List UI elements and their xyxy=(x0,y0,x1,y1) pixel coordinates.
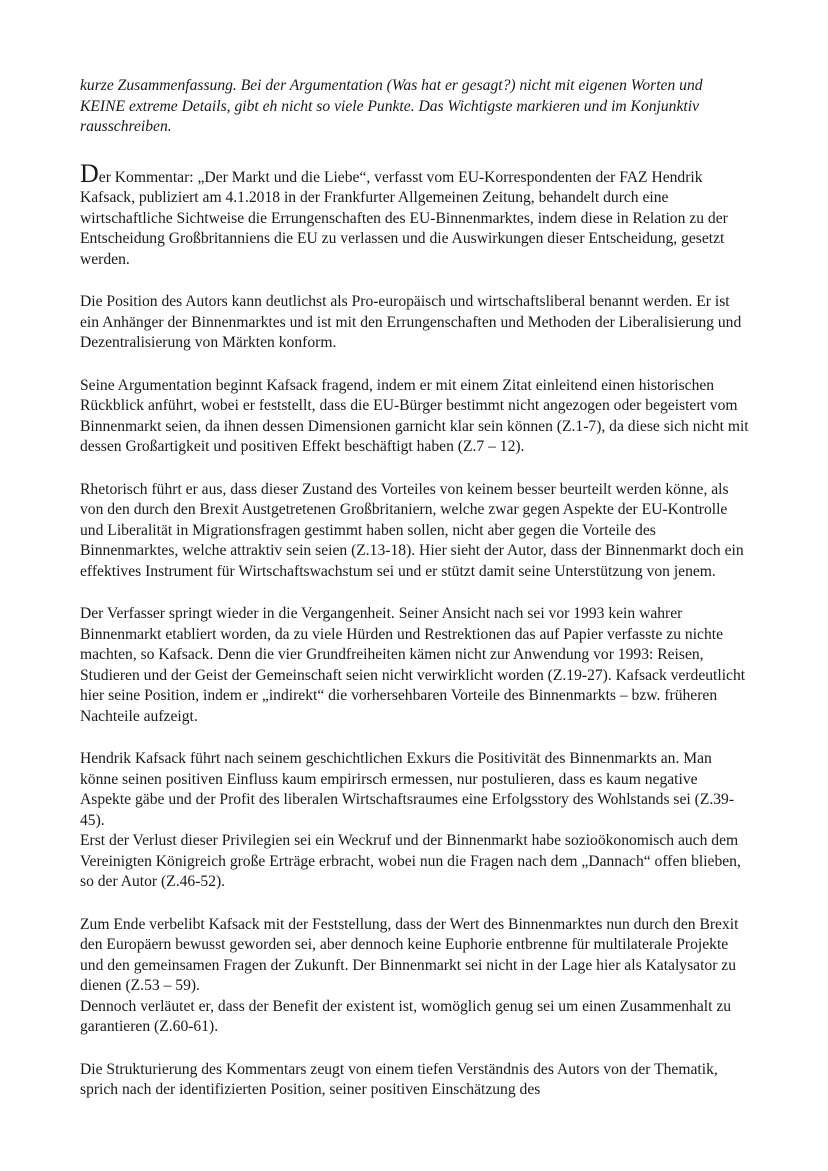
paragraph-argument-1: Seine Argumentation beginnt Kafsack fragend, indem er mit einem Zitat einleitend einen historischen Rückblick anführt, wobei er feststellt, dass die EU-Bürger bestimmt nicht angezogen oder begeistert vom Binnenmarkt seien, da ihnen dessen Dimensionen garnicht klar sein können (Z.1-7), da diese sich nicht mit dessen Großartigkeit und positiven Effekt beschäftigt haben (Z.7 – 12). xyxy=(80,376,749,455)
paragraph-argument-4: Hendrik Kafsack führt nach seinem geschichtlichen Exkurs die Positivität des Binnenmarkts an. Man könne seinen positiven Einfluss kaum empirirsch ermessen, nur postulieren, dass es kaum negative Aspekte gäbe und der Profit des liberalen Wirtschaftsraumes eine Erfolgsstory des Wohlstands sei (Z.39-45). xyxy=(80,750,735,829)
intro-note: kurze Zusammenfassung. Bei der Argumentation (Was hat er gesagt?) nicht mit eigenen Worten und KEINE extreme Details, gibt eh nicht so viele Punkte. Das Wichtigste markieren und im Konjunktiv rausschreiben. xyxy=(80,77,703,135)
paragraph-argument-4-continued: Erst der Verlust dieser Privilegien sei ein Weckruf und der Binnenmarkt habe sozioökonomisch auch dem Vereinigten Königreich große Erträge erbracht, wobei nun die Fragen nach dem „Dannach“ offen blieben, so der Autor (Z.46-52). xyxy=(80,832,741,890)
paragraph-position: Die Position des Autors kann deutlichst als Pro-europäisch und wirtschaftsliberal benannt werden. Er ist ein Anhänger der Binnenmarktes und ist mit den Errungenschaften und Methoden der Liberalisierung und Dezentralisierung von Märkten konform. xyxy=(80,293,742,351)
paragraph-intro-text: er Kommentar: „Der Markt und die Liebe“, verfasst vom EU-Korrespondenten der FAZ Hendrik Kafsack, publiziert am 4.1.2018 in der Frankfurter Allgemeinen Zeitung, behandelt durch eine wirtschaftliche Sichtweise die Errungenschaften des EU-Binnenmarktes, indem diese in Relation zu der Entscheidung Großbritanniens die EU zu verlassen und die Auswirkungen dieser Entscheidung, gesetzt werden. xyxy=(80,168,728,268)
paragraph-intro xyxy=(80,158,750,271)
paragraph-argument-2: Rhetorisch führt er aus, dass dieser Zustand des Vorteiles von keinem besser beurteilt werden könne, als von den durch den Brexit Austgetretenen Großbritaniern, welche zwar gegen Aspekte der EU-Kontrolle und Liberalität in Migrationsfragen gestimmt haben sollen, nicht aber gegen die Vorteile des Binnenmarktes, welche attraktiv sein seien (Z.13-18). Hier sieht der Autor, dass der Binnenmarkt doch ein effektives Instrument für Wirtschaftswachstum sei und er stützt damit seine Unterstützung von jenem. xyxy=(80,480,744,580)
paragraph-conclusion-continued: Dennoch verläutet er, dass der Benefit der existent ist, womöglich genug sei um einen Zusammenhalt zu garantieren (Z.60-61). xyxy=(80,997,732,1035)
paragraph-conclusion: Zum Ende verbelibt Kafsack mit der Feststellung, dass der Wert des Binnenmarktes nun durch den Brexit den Europäern bewusst geworden sei, aber dennoch keine Euphorie entbrenne für multilaterale Projekte und den gemeinsamen Fragen der Zukunft. Der Binnenmarkt sei nicht in der Lage hier als Katalysator zu dienen (Z.53 – 59). xyxy=(80,915,739,994)
paragraph-structure: Die Strukturierung des Kommentars zeugt von einem tiefen Verständnis des Autors von der Thematik, sprich nach der identifizierten Position, seiner positiven Einschätzung des xyxy=(80,1060,718,1098)
paragraph-argument-3: Der Verfasser springt wieder in die Vergangenheit. Seiner Ansicht nach sei vor 1993 kein wahrer Binnenmarkt etabliert worden, da zu viele Hürden und Restrektionen das auf Papier verfasste zu nichte machten, so Kafsack. Denn die vier Grundfreiheiten kämen nicht zur Anwendung vor 1993: Reisen, Studieren und der Geist der Gemeinschaft seien nicht verwirklicht worden (Z.19-27). Kafsack verdeutlicht hier seine Position, indem er „indirekt“ die vorhersehbaren Vorteile des Binnenmarkts – bzw. früheren Nachteile aufzeigt. xyxy=(80,605,746,725)
drop-cap-letter: D xyxy=(80,158,99,188)
